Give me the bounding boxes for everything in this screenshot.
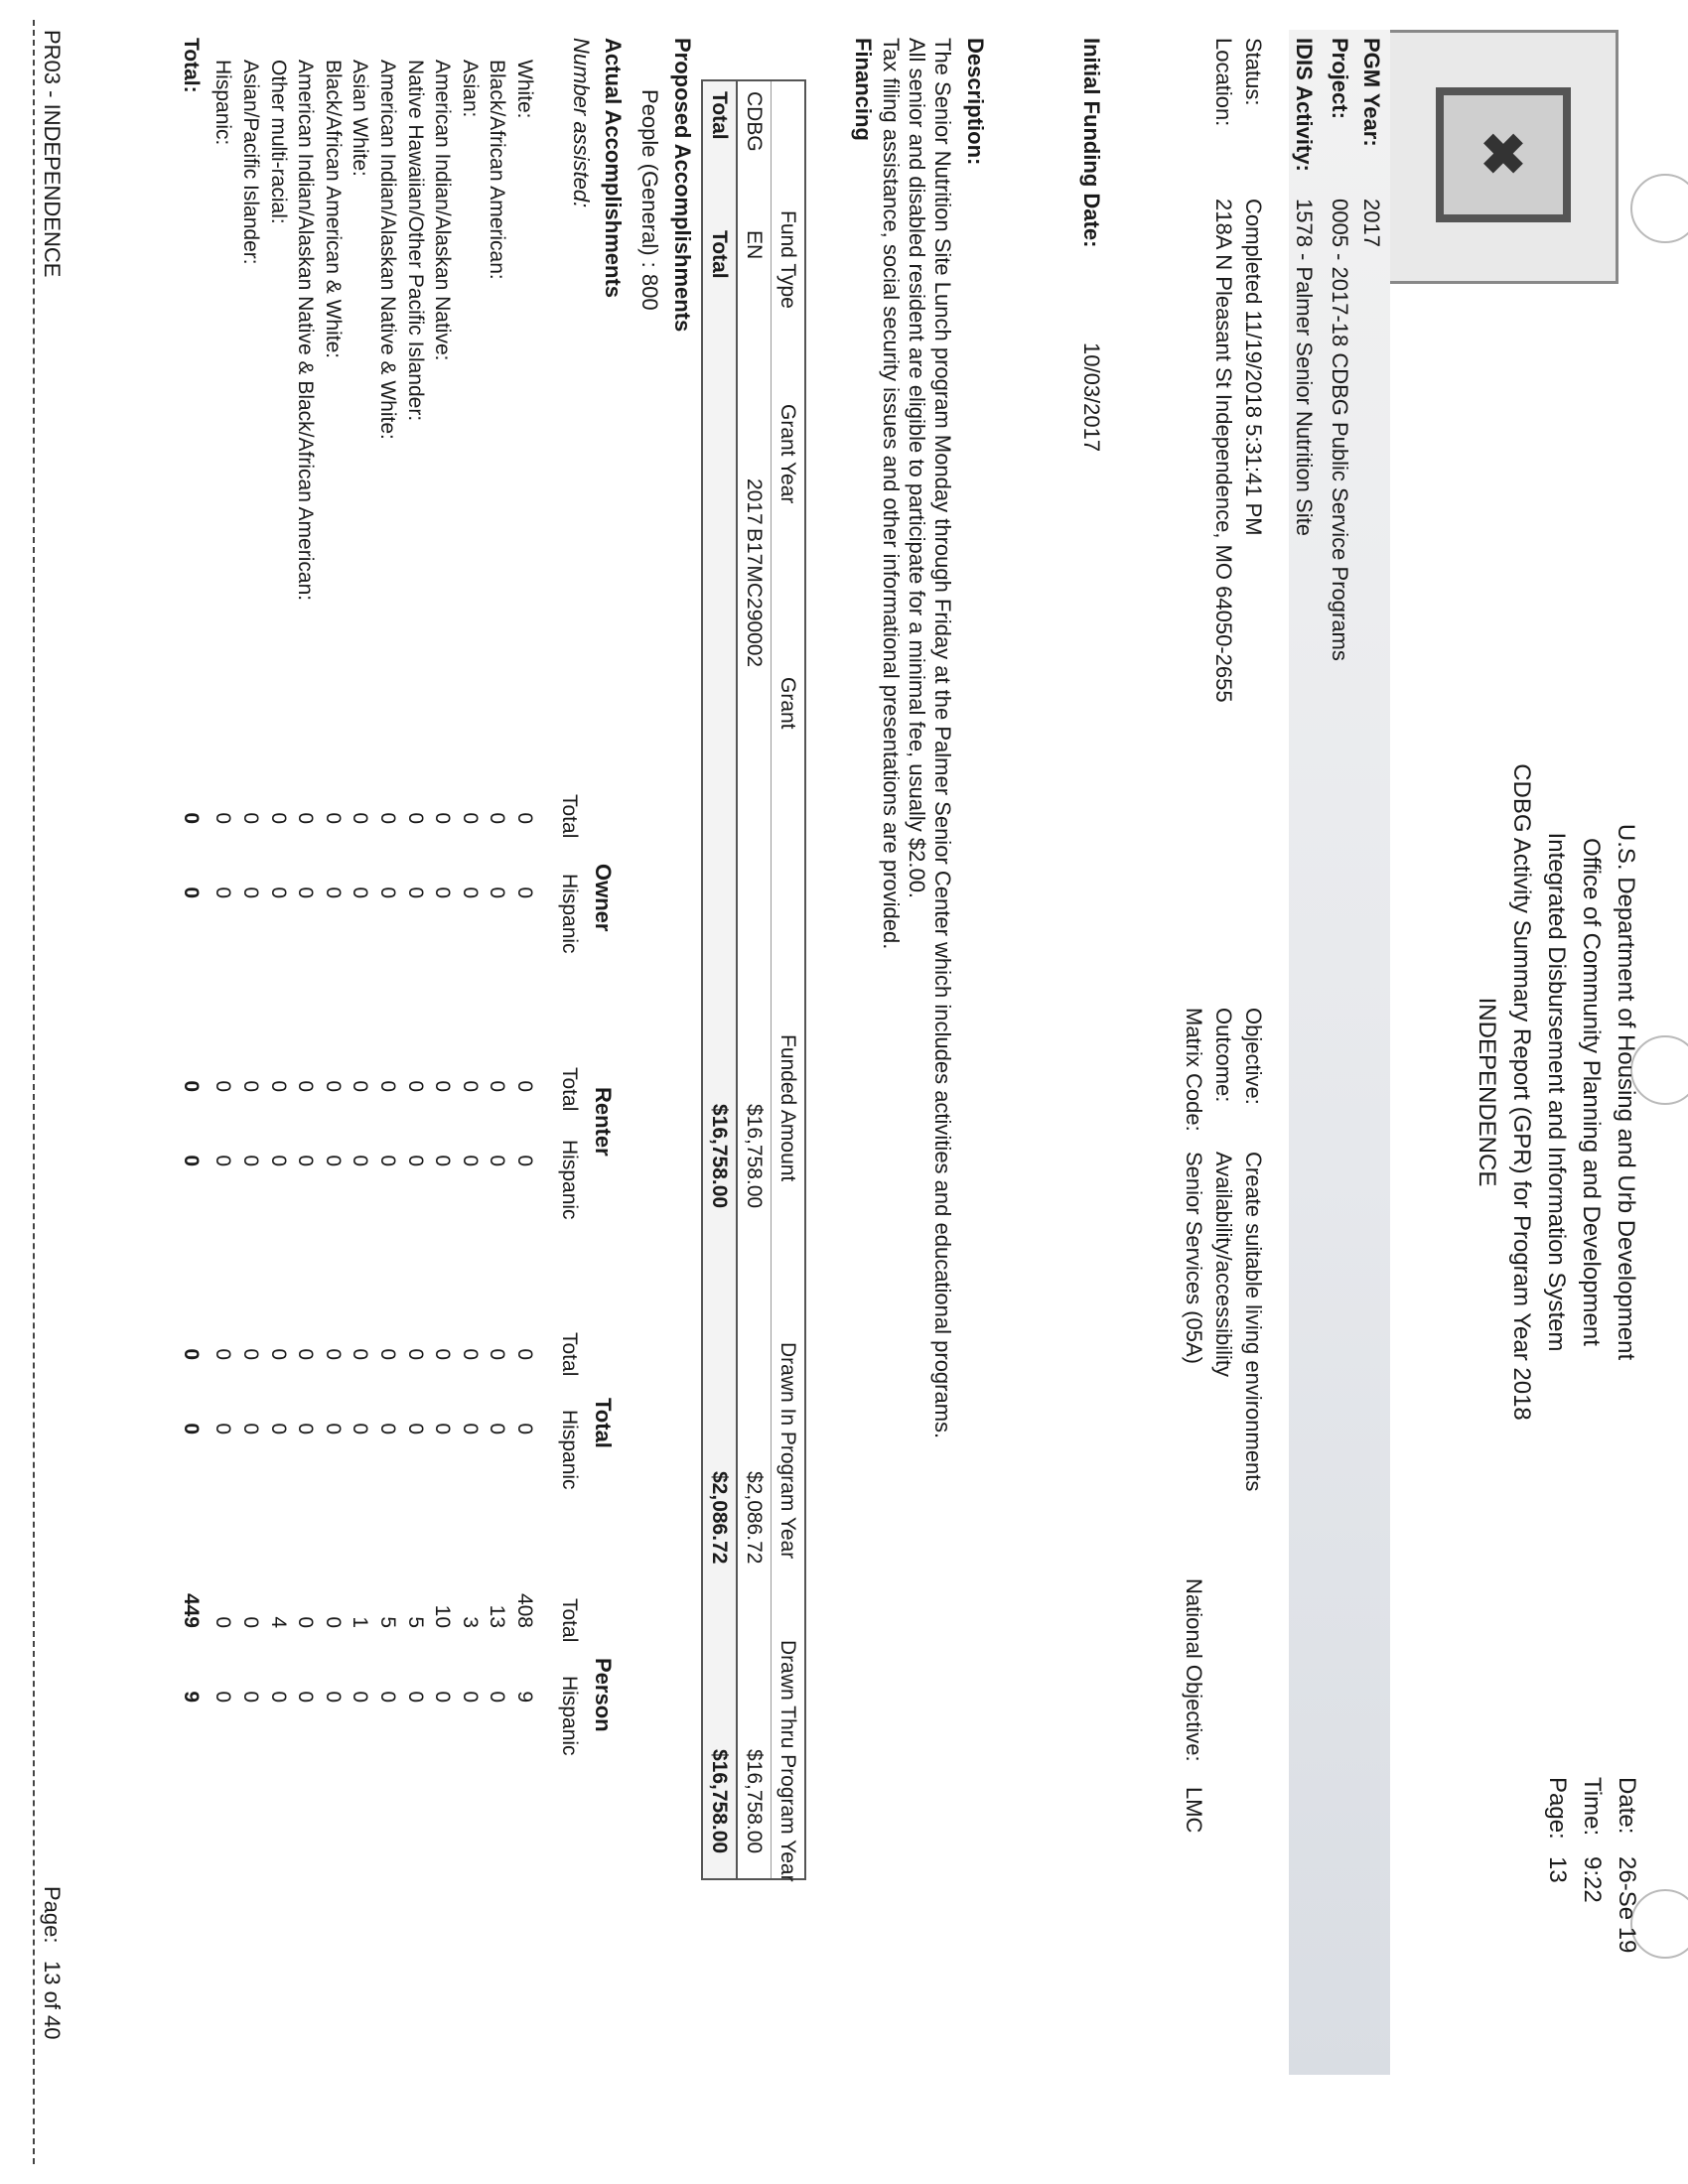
count-cell: 0	[239, 1155, 262, 1166]
person-total-head: Total	[558, 1598, 581, 1643]
idis-activity-value: 1578 - Palmer Senior Nutrition Site	[1292, 199, 1317, 536]
count-cell: 0	[239, 1423, 262, 1434]
count-cell: 0	[486, 887, 509, 898]
group-person: Person	[591, 1658, 616, 1732]
count-cell: 0	[266, 1348, 290, 1360]
fin-drawn-thru: $16,758.00	[743, 1749, 766, 1854]
count-cell: 13	[486, 1604, 509, 1628]
fin-total-funded: $16,758.00	[708, 1104, 731, 1209]
race-row-label: Black/African American & White:	[321, 60, 345, 359]
count-cell: 408	[513, 1592, 536, 1628]
description-line-3: Tax filing assistance, social security issues and other informational presentations are provided.	[879, 38, 904, 950]
count-cell: 5	[403, 1616, 427, 1628]
punch-hole-left	[1630, 174, 1688, 243]
financing-label: Financing	[851, 38, 876, 141]
count-cell: 0	[513, 1155, 536, 1166]
count-cell: 0	[239, 812, 262, 824]
count-cell: 3	[458, 1616, 482, 1628]
footer-divider	[33, 20, 35, 2164]
count-cell: 0	[513, 887, 536, 898]
col-drawn-in: Drawn In Program Year	[776, 1342, 799, 1560]
count-cell: 0	[458, 1691, 482, 1703]
count-cell: 1	[349, 1616, 372, 1628]
page-label: Page:	[1544, 1777, 1571, 1840]
count-cell: 0	[403, 1423, 427, 1434]
count-cell: 0	[458, 1080, 482, 1092]
count-cell: 0	[513, 1423, 536, 1434]
count-cell: 0	[376, 1423, 399, 1434]
count-cell: 0	[458, 812, 482, 824]
count-cell: 0	[403, 812, 427, 824]
count-cell: 0	[486, 812, 509, 824]
count-cell: 0	[376, 1348, 399, 1360]
logo-glyph: ✖	[1479, 123, 1527, 186]
objective-label: Objective:	[1241, 1008, 1266, 1105]
footer-page-value: 13 of 40	[40, 1961, 65, 2040]
count-cell: 0	[513, 1080, 536, 1092]
time-value: 9:22	[1579, 1856, 1606, 1903]
count-cell: 0	[321, 1691, 345, 1703]
count-cell: 0	[486, 1155, 509, 1166]
count-cell: 0	[321, 1616, 345, 1628]
race-row-label: White:	[513, 60, 536, 119]
count-cell: 0	[211, 1155, 235, 1166]
count-cell: 0	[179, 887, 203, 898]
description-line-1: The Senior Nutrition Site Lunch program Monday through Friday at the Palmer Senior Center which includes activities and educational programs.	[930, 38, 955, 1439]
group-renter: Renter	[591, 1087, 616, 1157]
count-cell: 0	[458, 1155, 482, 1166]
race-row-label: American Indian/Alaskan Native & Black/African American:	[294, 60, 318, 602]
col-fund-type: Fund Type	[776, 210, 799, 309]
financing-row	[738, 81, 771, 1878]
number-assisted-label: Number assisted:	[569, 38, 594, 208]
pgm-year-value: 2017	[1359, 199, 1384, 247]
col-drawn-thru: Drawn Thru Program Year	[776, 1640, 799, 1882]
hud-logo	[1384, 30, 1618, 284]
race-row-label: Other multi-racial:	[266, 60, 290, 224]
count-cell: 0	[349, 1348, 372, 1360]
fin-drawn-in: $2,086.72	[743, 1471, 766, 1565]
count-cell: 4	[266, 1616, 290, 1628]
count-cell: 0	[376, 1155, 399, 1166]
count-cell: 9	[179, 1691, 203, 1703]
count-cell: 0	[349, 1691, 372, 1703]
count-cell: 0	[239, 1616, 262, 1628]
idis-activity-label: IDIS Activity:	[1292, 38, 1317, 172]
count-cell: 0	[486, 1423, 509, 1434]
count-cell: 0	[179, 1348, 203, 1360]
count-cell: 0	[486, 1348, 509, 1360]
race-row-label: American Indian/Alaskan Native:	[431, 60, 455, 361]
fin-grant-year: 2017	[743, 478, 766, 525]
date-value: 26-Se 19	[1614, 1856, 1640, 1954]
count-cell: 0	[403, 887, 427, 898]
col-funded-amount: Funded Amount	[776, 1034, 799, 1182]
count-cell: 0	[266, 812, 290, 824]
count-cell: 0	[431, 1080, 455, 1092]
count-cell: 0	[403, 1691, 427, 1703]
location-label: Location:	[1211, 38, 1236, 127]
count-cell: 0	[513, 812, 536, 824]
status-value: Completed 11/19/2018 5:31:41 PM	[1241, 199, 1266, 536]
count-cell: 0	[294, 1155, 318, 1166]
count-cell: 0	[211, 1691, 235, 1703]
fin-program: CDBG	[743, 91, 766, 152]
count-cell: 0	[321, 1348, 345, 1360]
fin-total-drawn-in: $2,086.72	[708, 1471, 731, 1565]
report-agency-title: U.S. Department of Housing and Urb Development	[1613, 823, 1639, 1361]
count-cell: 0	[211, 812, 235, 824]
count-cell: 0	[431, 887, 455, 898]
col-grant-year: Grant Year	[776, 404, 799, 504]
count-cell: 9	[513, 1691, 536, 1703]
count-cell: 0	[486, 1691, 509, 1703]
count-cell: 0	[321, 812, 345, 824]
count-cell: 0	[294, 1691, 318, 1703]
financing-table	[701, 79, 806, 1880]
owner-total-head: Total	[558, 794, 581, 839]
outcome-value: Availability/accessibility	[1211, 1152, 1236, 1378]
count-cell: 0	[458, 1348, 482, 1360]
count-cell: 0	[266, 1691, 290, 1703]
count-cell: 0	[266, 1080, 290, 1092]
project-value: 0005 - 2017-18 CDBG Public Service Programs	[1328, 199, 1352, 661]
race-row-label: American Indian/Alaskan Native & White:	[376, 60, 399, 440]
count-cell: 0	[266, 1155, 290, 1166]
financing-header-row	[771, 81, 804, 1882]
count-cell: 0	[239, 1348, 262, 1360]
project-label: Project:	[1328, 38, 1352, 119]
count-cell: 0	[321, 1155, 345, 1166]
count-cell: 0	[211, 1423, 235, 1434]
count-cell: 0	[431, 1348, 455, 1360]
matrix-code-label: Matrix Code:	[1182, 1008, 1206, 1132]
count-cell: 0	[211, 1080, 235, 1092]
footer-page-label: Page:	[40, 1886, 65, 1944]
fin-total-drawn-thru: $16,758.00	[708, 1749, 731, 1854]
description-label: Description:	[963, 38, 988, 166]
renter-total-head: Total	[558, 1067, 581, 1112]
count-cell: 449	[179, 1592, 203, 1628]
actual-accomplishments-label: Actual Accomplishments	[601, 38, 626, 299]
count-cell: 0	[431, 812, 455, 824]
count-cell: 0	[266, 887, 290, 898]
national-objective-value: LMC	[1182, 1787, 1206, 1834]
footer-report-id: PR03 - INDEPENDENCE	[40, 30, 65, 278]
fin-grant: B17MC290002	[743, 528, 766, 668]
count-cell: 5	[376, 1616, 399, 1628]
financing-total-row	[703, 81, 738, 1878]
count-cell: 0	[376, 887, 399, 898]
owner-hispanic-head: Hispanic	[558, 874, 581, 954]
count-cell: 0	[211, 887, 235, 898]
status-label: Status:	[1241, 38, 1266, 106]
objective-value: Create suitable living environments	[1241, 1152, 1266, 1492]
count-cell: 0	[458, 887, 482, 898]
col-grant: Grant	[776, 677, 799, 730]
count-cell: 0	[431, 1423, 455, 1434]
proposed-accomplishments-label: Proposed Accomplishments	[670, 38, 695, 333]
page-value: 13	[1544, 1856, 1571, 1883]
count-cell: 0	[179, 1423, 203, 1434]
fin-fund-type: EN	[743, 230, 766, 260]
total-total-head: Total	[558, 1332, 581, 1377]
fin-total-fund-type: Total	[708, 230, 731, 279]
count-cell: 0	[403, 1155, 427, 1166]
count-cell: 0	[458, 1423, 482, 1434]
matrix-code-value: Senior Services (05A)	[1182, 1152, 1206, 1364]
race-row-label: Asian White:	[349, 60, 372, 177]
count-cell: 0	[239, 887, 262, 898]
count-cell: 0	[376, 1080, 399, 1092]
count-cell: 0	[239, 1691, 262, 1703]
count-cell: 0	[349, 1423, 372, 1434]
logo-emblem	[1436, 87, 1571, 222]
person-hispanic-head: Hispanic	[558, 1676, 581, 1756]
fin-total-program: Total	[708, 91, 731, 140]
count-cell: 0	[321, 1080, 345, 1092]
count-cell: 0	[376, 812, 399, 824]
count-cell: 0	[431, 1691, 455, 1703]
group-owner: Owner	[591, 864, 616, 932]
count-cell: 0	[321, 887, 345, 898]
count-cell: 0	[266, 1423, 290, 1434]
fin-funded: $16,758.00	[743, 1104, 766, 1209]
count-cell: 0	[294, 1616, 318, 1628]
national-objective-label: National Objective:	[1182, 1578, 1206, 1762]
count-cell: 0	[179, 1080, 203, 1092]
race-row-label: Asian/Pacific Islander:	[239, 60, 262, 265]
count-cell: 0	[349, 1080, 372, 1092]
count-cell: 0	[431, 1155, 455, 1166]
report-name-title: CDBG Activity Summary Report (GPR) for Program Year 2018	[1508, 763, 1535, 1421]
count-cell: 0	[179, 1155, 203, 1166]
count-cell: 10	[431, 1604, 455, 1628]
group-total: Total	[591, 1398, 616, 1448]
initial-funding-date-value: 10/03/2017	[1079, 342, 1104, 453]
count-cell: 0	[349, 887, 372, 898]
count-cell: 0	[211, 1616, 235, 1628]
count-cell: 0	[239, 1080, 262, 1092]
count-cell: 0	[513, 1348, 536, 1360]
count-cell: 0	[321, 1423, 345, 1434]
proposed-people: People (General) : 800	[637, 89, 662, 311]
count-cell: 0	[349, 812, 372, 824]
description-line-2: All senior and disabled resident are eligible to participate for a minimal fee, usually $2.00.	[905, 38, 929, 899]
report-grantee-title: INDEPENDENCE	[1474, 997, 1500, 1187]
time-label: Time:	[1579, 1777, 1606, 1837]
renter-hispanic-head: Hispanic	[558, 1140, 581, 1220]
initial-funding-date-label: Initial Funding Date:	[1079, 38, 1104, 248]
race-row-label: Hispanic:	[211, 60, 235, 146]
count-cell: 0	[376, 1691, 399, 1703]
count-cell: 0	[179, 812, 203, 824]
count-cell: 0	[486, 1080, 509, 1092]
pgm-year-label: PGM Year:	[1359, 38, 1384, 147]
race-row-label: Black/African American:	[486, 60, 509, 280]
count-cell: 0	[294, 1080, 318, 1092]
count-cell: 0	[294, 1423, 318, 1434]
race-row-label: Native Hawaiian/Other Pacific Islander:	[403, 60, 427, 422]
count-cell: 0	[294, 887, 318, 898]
count-cell: 0	[403, 1080, 427, 1092]
outcome-label: Outcome:	[1211, 1008, 1236, 1103]
count-cell: 0	[211, 1348, 235, 1360]
count-cell: 0	[294, 812, 318, 824]
count-cell: 0	[349, 1155, 372, 1166]
location-value: 218A N Pleasant St Independence, MO 64050-2655	[1211, 199, 1236, 703]
report-office-title: Office of Community Planning and Development	[1578, 838, 1605, 1346]
race-row-label: Asian:	[458, 60, 482, 118]
report-system-title: Integrated Disbursement and Information System	[1543, 832, 1570, 1352]
count-cell: 0	[294, 1348, 318, 1360]
total-row-label: Total:	[179, 38, 203, 93]
total-hispanic-head: Hispanic	[558, 1410, 581, 1490]
date-label: Date:	[1614, 1777, 1640, 1835]
count-cell: 0	[403, 1348, 427, 1360]
